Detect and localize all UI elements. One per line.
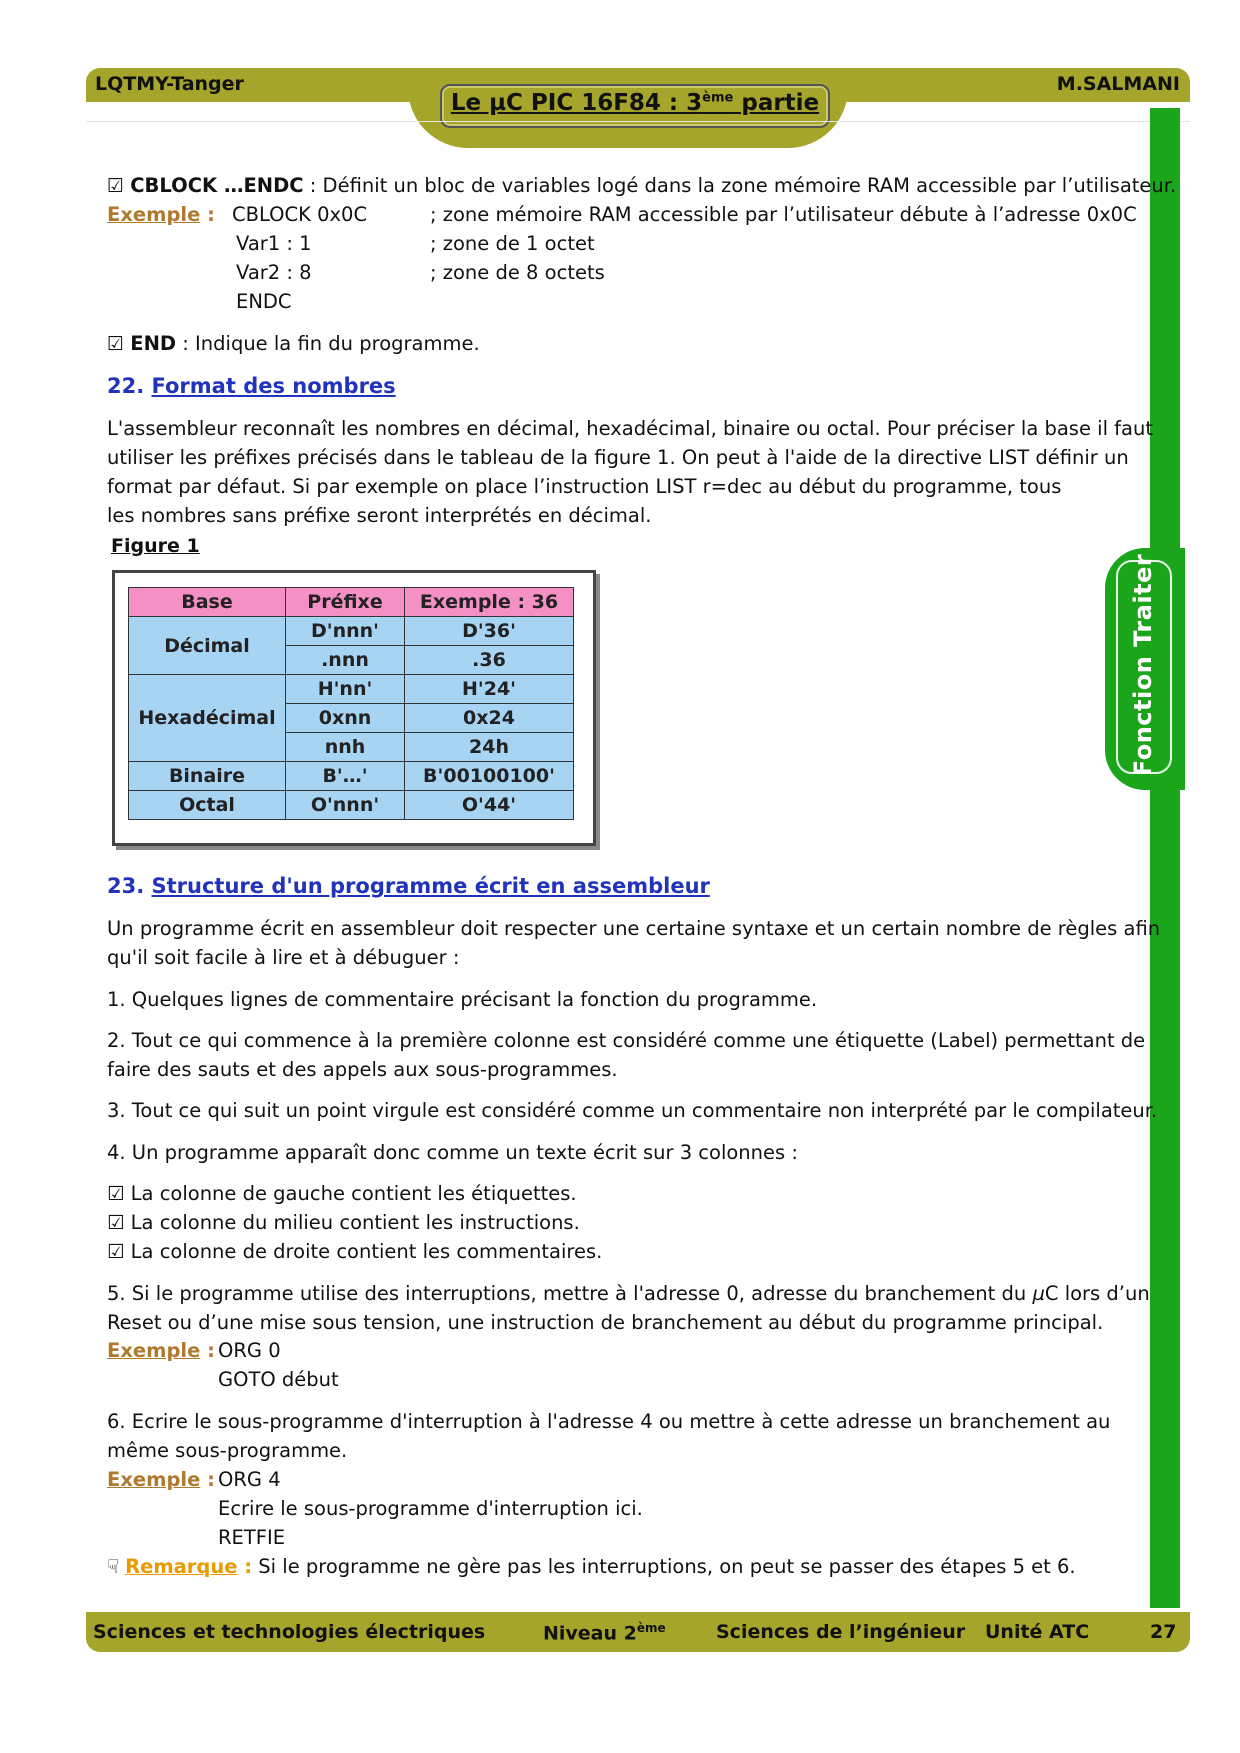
code-instr: Var2 : 8: [236, 261, 312, 284]
code-line: ORG 4: [218, 1468, 281, 1491]
table-cell: nnh: [286, 733, 405, 762]
cblock-definition: ☑ CBLOCK …ENDC : Définit un bloc de variables logé dans la zone mémoire RAM accessible par l’utilisateur.: [107, 174, 1177, 197]
code-line: RETFIE: [218, 1526, 286, 1549]
checkbox-icon: ☑: [107, 333, 125, 355]
list-item-continued: faire des sauts et des appels aux sous-programmes.: [107, 1058, 618, 1081]
code-line: ORG 0: [218, 1339, 281, 1362]
table-cell: .36: [405, 646, 574, 675]
list-item: 1. Quelques lignes de commentaire précisant la fonction du programme.: [107, 988, 818, 1011]
table-row: [129, 791, 574, 820]
header-divider: [86, 121, 1190, 122]
table-cell: O'nnn': [286, 791, 405, 820]
list-item-continued: Reset ou d’une mise sous tension, une instruction de branchement au début du programme principal.: [107, 1311, 1104, 1334]
list-item: 3. Tout ce qui suit un point virgule est considéré comme un commentaire non interprété par le compilateur.: [107, 1099, 1158, 1122]
hand-pointer-icon: ☟: [107, 1555, 119, 1578]
number-format-table: [128, 587, 574, 820]
table-header: Base: [129, 588, 286, 617]
table-row: [129, 762, 574, 791]
figure-label: Figure 1: [111, 535, 200, 557]
list-item: 4. Un programme apparaît donc comme un texte écrit sur 3 colonnes :: [107, 1141, 798, 1164]
example-label: Exemple :: [107, 1468, 215, 1491]
section-22-heading: 22. Format des nombres: [107, 374, 396, 398]
code-instr: Var1 : 1: [236, 232, 312, 255]
code-line: Ecrire le sous-programme d'interruption ici.: [218, 1497, 643, 1520]
table-cell: D'nnn': [286, 617, 405, 646]
side-tab-label: Fonction Traiter: [1129, 553, 1157, 777]
table-row: [129, 617, 574, 646]
table-cell: B'…': [286, 762, 405, 791]
table-header-row: [129, 588, 574, 617]
table-cell: O'44': [405, 791, 574, 820]
table-header: Préfixe: [286, 588, 405, 617]
page-number: 27: [1150, 1621, 1177, 1643]
table-cell: 0xnn: [286, 704, 405, 733]
paragraph-line: qu'il soit facile à lire et à débuguer :: [107, 946, 460, 969]
code-comment: ; zone mémoire RAM accessible par l’utilisateur débute à l’adresse 0x0C: [430, 203, 1137, 226]
table-cell: .nnn: [286, 646, 405, 675]
section-23-heading: 23. Structure d'un programme écrit en assembleur: [107, 874, 710, 898]
page-title: Le µC PIC 16F84 : 3ème partie: [450, 90, 820, 116]
list-item: 6. Ecrire le sous-programme d'interruption à l'adresse 4 ou mettre à cette adresse un branchement au: [107, 1410, 1111, 1433]
code-instr: ENDC: [236, 290, 292, 313]
code-comment: ; zone de 8 octets: [430, 261, 605, 284]
end-definition: ☑ END : Indique la fin du programme.: [107, 332, 480, 355]
footer-field: Sciences et technologies électriques: [93, 1621, 486, 1643]
list-item: 5. Si le programme utilise des interruptions, mettre à l'adresse 0, adresse du branchement du µC lors d’un: [107, 1282, 1150, 1305]
table-cell: H'24': [405, 675, 574, 704]
paragraph-line: L'assembleur reconnaît les nombres en décimal, hexadécimal, binaire ou octal. Pour préciser la base il faut: [107, 417, 1154, 440]
table-cell-base: Décimal: [129, 617, 286, 675]
author-name: M.SALMANI: [1056, 73, 1180, 95]
list-item: 2. Tout ce qui commence à la première colonne est considéré comme une étiquette (Label) permettant de: [107, 1029, 1146, 1052]
table-cell: D'36': [405, 617, 574, 646]
paragraph-line: Un programme écrit en assembleur doit respecter une certaine syntaxe et un certain nombre de règles afin: [107, 917, 1161, 940]
remark: ☟ Remarque : Si le programme ne gère pas les interruptions, on peut se passer des étapes 5 et 6.: [107, 1555, 1076, 1578]
list-item-continued: même sous-programme.: [107, 1439, 348, 1462]
footer-subject: Sciences de l’ingénieur: [716, 1621, 966, 1643]
table-cell: H'nn': [286, 675, 405, 704]
table-row: [129, 675, 574, 704]
paragraph-line: format par défaut. Si par exemple on place l’instruction LIST r=dec au début du programme, tous: [107, 475, 1062, 498]
column-item: ☑ La colonne du milieu contient les instructions.: [107, 1211, 580, 1234]
table-cell: 24h: [405, 733, 574, 762]
paragraph-line: les nombres sans préfixe seront interprétés en décimal.: [107, 504, 652, 527]
table-cell-base: Octal: [129, 791, 286, 820]
code-line: GOTO début: [218, 1368, 339, 1391]
table-cell-base: Hexadécimal: [129, 675, 286, 762]
table-cell: B'00100100': [405, 762, 574, 791]
table-header: Exemple : 36: [405, 588, 574, 617]
table-cell-base: Binaire: [129, 762, 286, 791]
footer-unit: Unité ATC: [985, 1621, 1090, 1643]
code-instr: CBLOCK 0x0C: [232, 203, 368, 226]
column-item: ☑ La colonne de gauche contient les étiquettes.: [107, 1182, 577, 1205]
example-label: Exemple :: [107, 1339, 215, 1362]
paragraph-line: utiliser les préfixes précisés dans le tableau de la figure 1. On peut à l'aide de la directive LIST définir un: [107, 446, 1129, 469]
school-name: LQTMY-Tanger: [95, 73, 244, 95]
table-cell: 0x24: [405, 704, 574, 733]
cblock-example-label: Exemple :: [107, 203, 215, 226]
side-strip: [1150, 108, 1180, 1608]
column-item: ☑ La colonne de droite contient les commentaires.: [107, 1240, 603, 1263]
footer-level: Niveau 2ème: [543, 1621, 666, 1645]
code-comment: ; zone de 1 octet: [430, 232, 595, 255]
checkbox-icon: ☑: [107, 175, 125, 197]
